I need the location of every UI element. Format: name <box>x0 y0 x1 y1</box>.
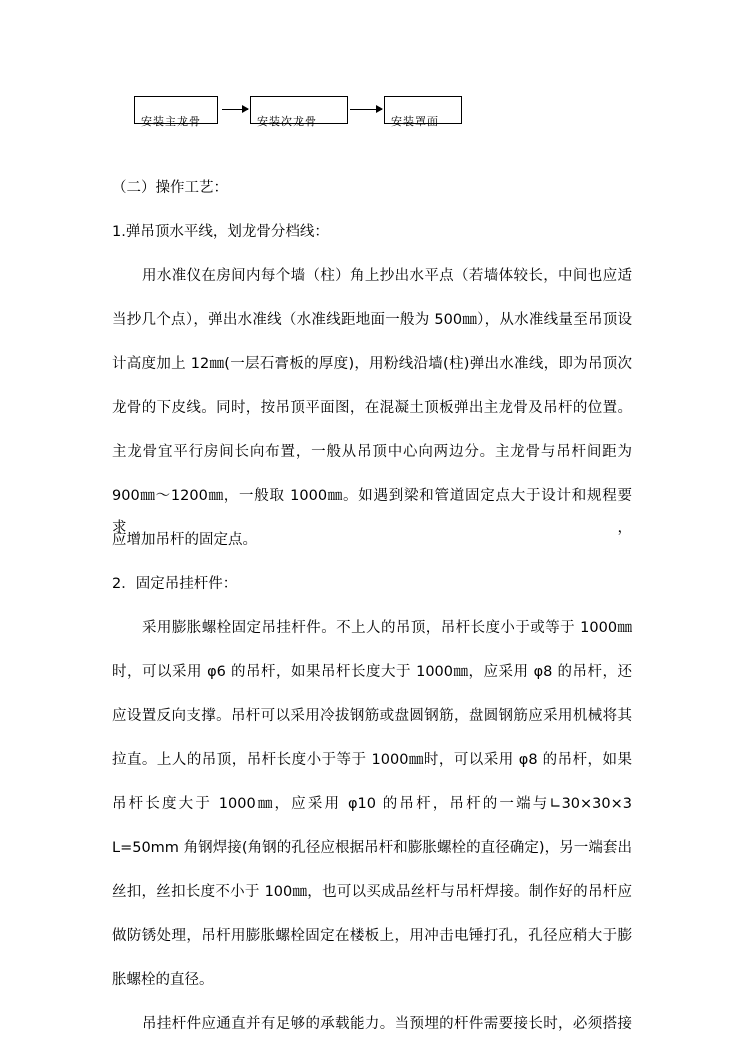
paragraph-line: 主龙骨宜平行房间长向布置，一般从吊顶中心向两边分。主龙骨与吊杆间距为 <box>112 444 632 460</box>
step2-heading: 2．固定吊挂杆件： <box>112 576 238 592</box>
flow-box-secondary-keel <box>250 96 348 128</box>
paragraph-line: 时，可以采用 φ6 的吊杆，如果吊杆长度大于 1000㎜，应采用 φ8 的吊杆，还 <box>112 664 632 680</box>
paragraph-line: 应设置反向支撑。吊杆可以采用冷拔钢筋或盘圆钢筋，盘圆钢筋应采用机械将其 <box>112 708 632 724</box>
flow-arrow-2 <box>350 109 382 110</box>
paragraph-line: 丝扣，丝扣长度不小于 100㎜，也可以买成品丝杆与吊杆焊接。制作好的吊杆应 <box>112 884 632 900</box>
paragraph-line: 拉直。上人的吊顶，吊杆长度小于等于 1000㎜时，可以采用 φ8 的吊杆，如果 <box>112 752 632 768</box>
paragraph-line: 吊挂杆件应通直并有足够的承载能力。当预埋的杆件需要接长时，必须搭接 <box>142 1016 632 1032</box>
flow-box-cover-panel <box>384 96 462 128</box>
paragraph-line: 胀螺栓的直径。 <box>112 972 214 988</box>
paragraph-line: 应增加吊杆的固定点。 <box>112 532 257 548</box>
step1-heading: 1.弹吊顶水平线，划龙骨分档线： <box>112 224 329 240</box>
step2-paragraph <box>112 612 632 996</box>
step1-paragraph <box>112 260 632 556</box>
paragraph-line: 900㎜～1200㎜，一般取 1000㎜。如遇到梁和管道固定点大于设计和规程要求， <box>112 488 632 536</box>
paragraph-line: 龙骨的下皮线。同时，按吊顶平面图，在混凝土顶板弹出主龙骨及吊杆的位置。 <box>112 400 632 416</box>
paragraph-line: 当抄几个点），弹出水准线（水准线距地面一般为 500㎜），从水准线量至吊顶设 <box>112 312 632 328</box>
flow-arrow-1 <box>222 109 248 110</box>
section-heading: （二）操作工艺： <box>112 180 228 196</box>
flow-box-main-keel <box>134 96 218 128</box>
flow-box-label: 安装次龙骨 <box>257 115 317 128</box>
paragraph-3 <box>112 1008 632 1040</box>
document-body <box>112 172 632 1040</box>
paragraph-line: 计高度加上 12㎜(一层石膏板的厚度)，用粉线沿墙(柱)弹出水准线，即为吊顶次 <box>112 356 632 372</box>
paragraph-line: 吊杆长度大于 1000㎜，应采用 φ10 的吊杆，吊杆的一端与∟30×30×3 <box>112 796 632 812</box>
paragraph-line: 用水准仪在房间内每个墙（柱）角上抄出水平点（若墙体较长，中间也应适 <box>142 268 632 284</box>
paragraph-line: 做防锈处理，吊杆用膨胀螺栓固定在楼板上，用冲击电锤打孔，孔径应稍大于膨 <box>112 928 632 944</box>
flow-box-label: 安装主龙骨 <box>141 115 201 128</box>
paragraph-line: L=50mm 角钢焊接(角钢的孔径应根据吊杆和膨胀螺栓的直径确定)，另一端套出 <box>112 840 632 856</box>
flow-box-label: 安装罩面 <box>391 115 439 128</box>
paragraph-line: 采用膨胀螺栓固定吊挂杆件。不上人的吊顶，吊杆长度小于或等于 1000㎜ <box>142 620 632 636</box>
